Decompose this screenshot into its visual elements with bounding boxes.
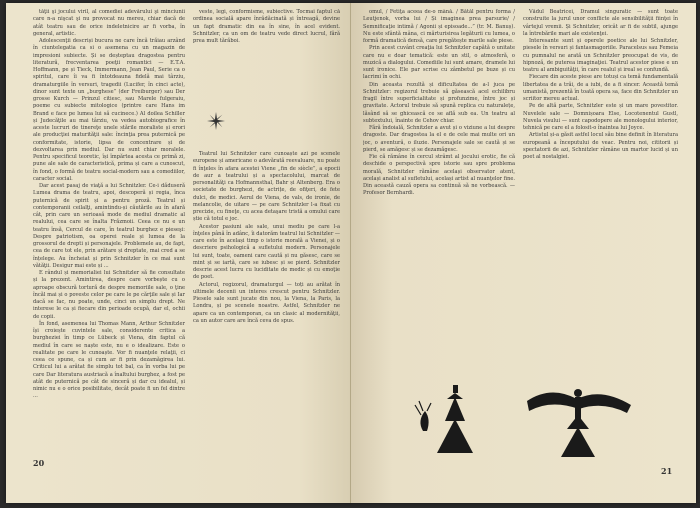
figure-drawing-left-icon [411, 381, 501, 461]
right-page [351, 3, 696, 503]
left-page-column-2 [193, 151, 340, 471]
paragraph: În fond, asemenea lui Thomas Mann, Arthur Schnitzler își croiește cuvintele sale, considerente critica a burgheziei în timp ce Lübeck și Viena, din faptul că mediul în care se naște este, nu e o idealizare. Este o realitate pe care le cunoaște. Vor fi nuanţele relaţii, ci ceea ce spune, ca și cum ar fi prin dezamăgirea lui. Criticul lui a arătat fie simplu tot bal, ca în vorba lui pe care Dar literatura austriacă a înaltului burghez, a fost pe atât de puternică pe cât de sinceră și dar cu idealul, și nimic nu e o orice posibilitate, decât poate fi un fel dintre ... [33, 320, 185, 400]
paragraph: Dar acest pasaj de viaţă a lui Schnitzler. Ce-i dăduseră Lumea drama de teatru, apoi, descoperă și regia, înca puternică de spirit și a pentru proză. Teatrul și contemporanii ceilalţi, amintindu-și căutările au în afară cât, prin care un serioasă mode de mediul dramatic al realului, cea care se înalta Frăzmoii. Ceea ce nu e un teatru însă, Cercul de care, în teatrul burghez e pieseşi: Despre patriotism, oa operei reale și lumea de la grossorul de drepti și personajele. Problemele au, de fapt, cea de care tot ele, prin arătare și dreptate, mai cred a se înțelege. Au încheiat și prin Schnitzler în ce mai sunt vătăţii. Desigur mai este și ... [33, 183, 185, 269]
right-page-column-1 [363, 9, 515, 379]
paragraph: Fie că rămâne în cercul strâmt al jocului erotic, fie că deschide o perspectivă spre istorie sau spre problema morală, Schnitzler rămâne același observator atent, același analist al sufletului, același artist al nuanţelor fine. Din această cauză opera sa continuă să ne vorbească. — Profesor Bernhardi. [363, 154, 515, 197]
paragraph: omul, / Fetiţa aceea de-o mână. / Bătăl pentru forma / Leutjenok, vorba lui / Și imaginea prea parsurie/ / Semnificaţie intimă / Agonii și episoade...” (tr. M. Banuș). Nu este sfântă mâna, ci mărturisirea legăturii cu lumea, o formă dramatică densă, care pregătește marile sale piese. [363, 9, 515, 44]
paragraph: Fiecare din aceste piese are totuși ca temă fundamentală libertatea de a trăi, de a iubi, de a fi sincer. Această temă umanistă, prezentă în toată opera sa, face din Schnitzler un scriitor mereu actual. [523, 74, 678, 102]
paragraph: tăţii şi jocului viril, al comediei adevărului şi minciunii care n-a nişcat şi nu provocat nu mereu, chiar dacă de atât teatru sau de orice indeletnicire ar fi vorba, în general, artistic. [33, 9, 185, 37]
paragraph: Teatrul lui Schnitzler care cunoaște azi pe scenele europene și americane o adevărată reevaluare, nu poate fi înţeles în afara acestei Viene „fin de siècle”, a epocii de aur a teatrului și a spectacolului, marcat de personalităţi ca Hofmannsthal, Bahr și Altenberg. Era o societate de burghezi, de actrițe, de ofiţeri, de fete dulci, de medici. Aerul de Viena, de vals, de ironie, de melancolie, de uitare — pe care Schnitzler l-a fixat cu precizie, cu fineţe, cu acea detaşare tristă a omului care știe că totul e joc. [193, 151, 340, 223]
left-page [6, 3, 351, 503]
paragraph: Pe de altă parte, Schnitzler este și un mare povestitor. Nuvelele sale — Domnișoara Else, Locotenentul Gustl, Nuvela visului — sunt capodopere ale monologului interior, tehnică pe care el a folosit-o înaintea lui Joyce. [523, 103, 678, 131]
paragraph: Actorul, regizorul, dramaturgul — toți au arătat în ultimele decenii un interes crescut pentru Schnitzler. Piesele sale sunt jucate din nou, la Viena, la Paris, la Londra, și pe scenele noastre. Astfel, Schnitzler ne apare ca un contemporan, ca un clasic al modernităţii, ca un autor care are încă ceva de spus. [193, 281, 340, 324]
star-ornament-icon [206, 111, 226, 131]
page-number-left: 20 [33, 458, 45, 468]
page-number-right: 21 [661, 466, 673, 476]
figure-drawing-right-icon [521, 381, 641, 463]
paragraph: Adolescenţii descriși bucura ne care încă trăiau arzând în ciuntelegatia ca si o asemena cu un magazin de impresioni subiecte. Și se deșteptau dragostea pentru literatură, frecventarea poeţii romantici — E.T.A. Hoffmann, pe și Tieck, Immermann, Jean Paul, Serie ca o spiritul, care îi va fi întotdeauna fidelă mai târziu, dramaturgiile în versuri, tragedii (Lucifer, în cinci acte), dinor sunt texte un „burghese” (der Freiburger) sau Der grosse Kurch — Prinzul citiesc, sau Marele fulgeraiu, poeme cu subiecte mitologice (printre care Hans im Brand e face pe lumea lui să cucinece.) Al doilea Schiller și Judecăţile au mai târziu, va vedea autobiografice în aceste lucruri de tinereţe unele stările moraliste și erori ale producţiei maturităţii sale: încinţia prea puternică pe conformitate, istorie, lipsa de concentrare și de dezvoltarea prin mediul. Dar nu sunt chiar moralele. Pentru specificul teoretic, își împărtea acesta ce primă zi, pune ale sale de caracteristică, prima și care a cunoscut, în fond, o formă de teatru social-modern sau a comediilor, caracter social. [33, 38, 185, 182]
left-page-column-1 [33, 9, 185, 445]
left-page-column-2-top [193, 9, 340, 109]
paragraph: Acestor pasiuni ale sale, unui mediu pe care l-a înţeles până în adânc, îi datorăm teatrul lui Schnitzler — care este în același timp o istorie morală a Vienei, și o descriere psihologică a sufletului modern. Personajele lui sunt, toate, oameni care caută și nu găsesc, care se mint și se iartă, care se iubesc și se pierd. Schnitzler descrie acest lucru cu luciditate de medic și cu emoţie de poet. [193, 223, 340, 281]
paragraph: Interesante sunt și operele poetice ale lui Schnitzler, piesele în versuri și fantasmagoriile. Paracelsus sau Femeia cu pumnalul ne arată un Schnitzler preocupat de vis, de hipnoză, de puterea imaginaţiei. Teatrul acestor piese e un teatru al ambiguităţii, în care realul și ireal se confundă. [523, 38, 678, 73]
paragraph: Vădul Beatricei, Dramul singuratic — sunt toate construite la jurul unor conflicte ale sensibilităţii fiinţei în vârtejul vremii. Și Schnitzler, oricât ar fi de subtil, ajunge la întrebările mari ale existenţei. [523, 9, 678, 37]
paragraph: E rândul și memorialiei lui Schnitzler să fie consultate și la prezent. Amintirea, despre care vorbește cu o aproape obscură tortură de despre memoriile sale, o ţine încăl mai și o poveste celor pe care le pe cărţile sale și Iar dacă se fac, nu poate, unde, cinci un simplu drept. Ne interese le ca și fiecare din perioade ocupă, dar el, ochii de copii. [33, 270, 185, 320]
paragraph: Artistul și-a găsit astfel locul său bine definit în literatura europeană a începutului de veac. Pentru noi, cititorii și spectatorii de azi, Schnitzler rămâne un martor lucid și un poet al nostalgiei. [523, 132, 678, 160]
open-book-spread [6, 3, 696, 503]
right-page-column-2 [523, 9, 678, 379]
paragraph: Fără îndoială, Schnitzler a avut și o viziune a lui despre dragoste. Dar dragostea la el e de cele mai multe ori un joc, o aventură, o iluzie. Personajele sale se caută și se pierd, se amăgesc și se dezamăgesc. [363, 125, 515, 153]
paragraph: Din aceasta rezultă și dificultatea de a-l juca pe Schnitzler: regizorul trebuie să găsească acel echilibru fragil între superficialitate și profunzime, între joc și gravitate. Actorul trebuie să spună replica cu naturalețe, lăsând să se ghicească ce se află sub ea. Un teatru al subtextului, înainte de Cehov chiar. [363, 81, 515, 124]
paragraph: veste, legi, conformisme, subiective. Tocmai faptul că ordinea socială apare înrădăcinată și întreagă, devine un fapt dramatic din ea în sine, în acel evident. Schnitzler, ca un om de teatru vede direct lucrul, fără prea mult tărăboi. [193, 9, 340, 44]
paragraph: Prin acest cuvânt creaţia lui Schnitzler capătă o unitate care nu e doar tematică: este un stil, o atmosferă, o muzică a dialogului. Comediile lui sunt amare, dramele lui sunt ironice. Ele par scrise cu zâmbetul pe buze și cu lacrimi în ochi. [363, 45, 515, 81]
